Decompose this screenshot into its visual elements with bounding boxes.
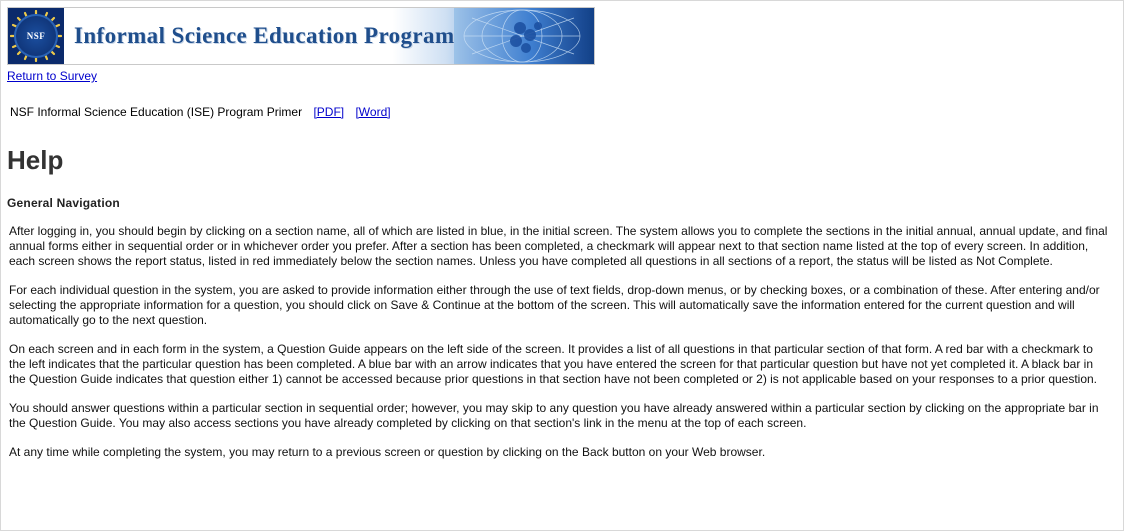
help-paragraph: At any time while completing the system, you may return to a previous screen or question by clicking on the Back button on your Web browser.	[9, 445, 766, 459]
section-subheading: General Navigation	[7, 196, 120, 210]
help-body	[9, 224, 1111, 460]
primer-label: NSF Informal Science Education (ISE) Program Primer	[10, 105, 303, 119]
primer-word-link[interactable]: [Word]	[355, 105, 391, 119]
help-paragraph: After logging in, you should begin by clicking on a section name, all of which are listed in blue, in the initial screen. The system allows you to complete the sections in the initial annual, annual update, and final annual forms either in sequential order or in whichever order you prefer. After a section has been completed, a checkmark will appear next to that section name listed at the top of every screen. In addition, each screen shows the report status, listed in red immediately below the section names. Unless you have completed all questions in all sections of a report, the status will be listed as Not Complete.	[9, 224, 1108, 268]
banner-title-text: Informal Science Education Program	[74, 23, 455, 48]
nsf-seal-icon	[8, 8, 64, 64]
return-to-survey-link[interactable]: Return to Survey	[7, 69, 98, 83]
page-title: Help	[7, 145, 64, 175]
banner-globe-graphic	[454, 8, 594, 64]
primer-pdf-link[interactable]: [PDF]	[313, 105, 345, 119]
program-banner	[7, 7, 595, 65]
banner-title	[64, 8, 594, 64]
help-paragraph: You should answer questions within a particular section in sequential order; however, you may skip to any question you have already answered within a particular section by clicking on the appropriate bar in the Question Guide. You may also access sections you have already completed by clicking on that section's link in the menu at the top of each screen.	[9, 401, 1099, 430]
help-paragraph: On each screen and in each form in the system, a Question Guide appears on the left side of the screen. It provides a list of all questions in that particular section of that form. A red bar with a checkmark to the left indicates that the particular question has been completed. A blue bar with an arrow indicates that you have entered the screen for that particular question but have not yet completed it. A black bar in the Question Guide indicates that question either 1) cannot be accessed because prior questions in that section have not been completed or 2) is not applicable based on your responses to a prior question.	[9, 342, 1098, 386]
help-paragraph: For each individual question in the system, you are asked to provide information either through the use of text fields, drop-down menus, or by checking boxes, or a combination of these. After entering and/or selecting the appropriate information for a question, you should click on Save & Continue at the bottom of the screen. This will automatically save the information entered for the current question and will automatically go to the next question.	[9, 283, 1100, 327]
return-to-survey	[7, 69, 1123, 83]
primer-line	[10, 105, 1123, 119]
